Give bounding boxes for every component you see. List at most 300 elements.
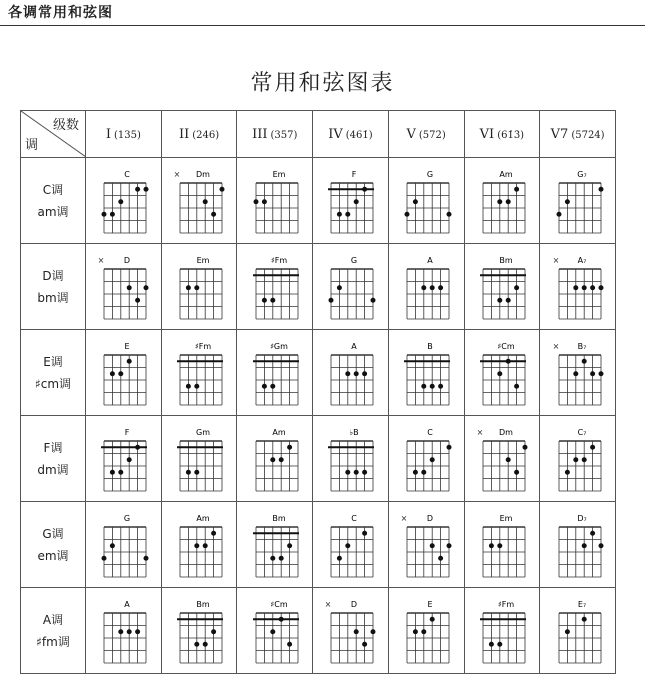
fretboard-grid	[559, 269, 601, 319]
chord-name: A	[351, 341, 358, 351]
finger-dot	[119, 469, 124, 474]
finger-dot	[430, 383, 435, 388]
degree-notes: (461̇)	[345, 129, 373, 141]
page-header: 各调常用和弦图	[8, 5, 113, 21]
chord-name: G	[427, 169, 434, 179]
finger-dot	[363, 641, 368, 646]
finger-dot	[194, 469, 199, 474]
finger-dot	[135, 297, 140, 302]
finger-dot	[194, 543, 199, 548]
chord-cell	[464, 502, 540, 588]
muted-string-mark: ×	[552, 255, 559, 265]
finger-dot	[110, 371, 115, 376]
finger-dot	[203, 199, 208, 204]
fretboard-grid	[407, 613, 449, 663]
key-label-cell	[21, 502, 86, 588]
chord-cell	[540, 502, 616, 588]
chord-diagram	[397, 595, 455, 667]
chord-cell	[540, 416, 616, 502]
fretboard-grid	[104, 613, 146, 663]
finger-dot	[270, 555, 275, 560]
chord-name: Dm	[196, 169, 211, 179]
finger-dot	[354, 371, 359, 376]
finger-dot	[110, 543, 115, 548]
finger-dot	[514, 285, 519, 290]
finger-dot	[573, 457, 578, 462]
finger-dot	[581, 543, 586, 548]
fretboard-grid	[256, 527, 298, 577]
chord-name: E₇	[577, 599, 586, 609]
degree-header-3	[237, 111, 313, 158]
chord-cell	[540, 588, 616, 674]
chord-cell	[464, 588, 540, 674]
chord-cell	[237, 244, 313, 330]
degree-header-6	[464, 111, 540, 158]
major-key-label: E调	[43, 354, 63, 369]
chord-diagram	[473, 423, 531, 495]
fretboard-grid	[256, 613, 298, 663]
finger-dot	[573, 371, 578, 376]
fretboard-grid	[483, 355, 525, 405]
finger-dot	[514, 186, 519, 191]
chord-diagram	[246, 251, 304, 323]
chord-name: C	[124, 169, 131, 179]
finger-dot	[598, 186, 603, 191]
degree-header-4	[313, 111, 389, 158]
chord-name: B	[427, 341, 433, 351]
chord-cell	[388, 416, 464, 502]
chord-name: ♯Fm	[497, 599, 514, 609]
chord-cell	[313, 416, 389, 502]
fretboard-grid	[256, 183, 298, 233]
finger-dot	[194, 641, 199, 646]
fretboard-grid	[180, 183, 222, 233]
finger-dot	[438, 383, 443, 388]
finger-dot	[337, 285, 342, 290]
finger-dot	[346, 371, 351, 376]
chord-name: G₇	[576, 169, 587, 179]
chord-diagram	[94, 337, 152, 409]
finger-dot	[203, 543, 208, 548]
chord-cell	[313, 330, 389, 416]
chord-cell	[86, 158, 162, 244]
finger-dot	[354, 199, 359, 204]
chord-table	[20, 110, 616, 674]
finger-dot	[497, 543, 502, 548]
chord-diagram	[473, 509, 531, 581]
chord-name: E	[427, 599, 433, 609]
degree-notes: (572̇)	[418, 129, 446, 141]
finger-dot	[363, 371, 368, 376]
degree-header-1	[86, 111, 162, 158]
finger-dot	[211, 629, 216, 634]
chord-cell	[464, 416, 540, 502]
chord-cell	[540, 244, 616, 330]
finger-dot	[371, 629, 376, 634]
chord-diagram	[321, 595, 379, 667]
chord-cell	[313, 502, 389, 588]
key-label-cell	[21, 416, 86, 502]
chord-name: Em	[272, 169, 286, 179]
finger-dot	[186, 285, 191, 290]
chord-name: G	[351, 255, 358, 265]
fretboard-grid	[180, 269, 222, 319]
finger-dot	[127, 629, 132, 634]
minor-key-label: ♯cm调	[34, 376, 72, 391]
chord-cell	[237, 330, 313, 416]
finger-dot	[514, 383, 519, 388]
finger-dot	[598, 285, 603, 290]
chord-cell	[161, 416, 237, 502]
finger-dot	[430, 543, 435, 548]
chord-diagram	[94, 509, 152, 581]
chord-cell	[388, 502, 464, 588]
major-key-label: F调	[43, 440, 63, 455]
chord-cell	[237, 416, 313, 502]
finger-dot	[337, 555, 342, 560]
finger-dot	[102, 555, 107, 560]
finger-dot	[287, 444, 292, 449]
finger-dot	[363, 530, 368, 535]
chord-name: Em	[196, 255, 210, 265]
chord-diagram	[321, 509, 379, 581]
chord-name: F	[125, 427, 130, 437]
chord-diagram	[246, 337, 304, 409]
major-key-label: G调	[42, 526, 64, 541]
chord-diagram	[321, 337, 379, 409]
finger-dot	[447, 211, 452, 216]
degree-roman: V	[406, 126, 416, 142]
finger-dot	[262, 199, 267, 204]
chord-cell	[161, 244, 237, 330]
fretboard-grid	[104, 269, 146, 319]
finger-dot	[371, 297, 376, 302]
chord-diagram	[397, 251, 455, 323]
degree-roman: III	[252, 126, 268, 142]
fretboard-grid	[407, 527, 449, 577]
chord-cell	[464, 244, 540, 330]
chord-diagram	[246, 595, 304, 667]
chord-name: D	[351, 599, 358, 609]
degree-roman: IV	[328, 126, 343, 142]
chord-diagram	[549, 423, 607, 495]
muted-string-mark: ×	[97, 255, 105, 265]
chord-name: F	[352, 169, 357, 179]
key-row	[21, 330, 616, 416]
finger-dot	[556, 211, 561, 216]
finger-dot	[186, 469, 191, 474]
finger-dot	[144, 285, 149, 290]
finger-dot	[278, 616, 283, 621]
finger-dot	[598, 543, 603, 548]
finger-dot	[102, 211, 107, 216]
degree-header-row	[21, 111, 616, 158]
chord-diagram	[397, 337, 455, 409]
chord-name: B₇	[577, 341, 586, 351]
key-label-cell	[21, 158, 86, 244]
fretboard-grid	[407, 441, 449, 491]
corner-label-degree: 级数	[52, 118, 79, 133]
chord-diagram	[94, 251, 152, 323]
fretboard-grid	[559, 183, 601, 233]
finger-dot	[262, 383, 267, 388]
chord-diagram	[397, 509, 455, 581]
chord-name: A₇	[577, 255, 586, 265]
finger-dot	[127, 358, 132, 363]
chart-title: 常用和弦图表	[250, 71, 395, 96]
finger-dot	[211, 211, 216, 216]
finger-dot	[119, 371, 124, 376]
chord-name: Am	[499, 169, 513, 179]
major-key-label: A调	[42, 612, 64, 627]
chord-name: A	[124, 599, 131, 609]
chord-name: C	[427, 427, 433, 437]
fretboard-grid	[483, 441, 525, 491]
chord-cell	[237, 588, 313, 674]
chord-cell	[237, 158, 313, 244]
finger-dot	[497, 297, 502, 302]
finger-dot	[127, 285, 132, 290]
chord-diagram	[170, 509, 228, 581]
key-row	[21, 158, 616, 244]
fretboard-grid	[407, 269, 449, 319]
fretboard-grid	[256, 269, 298, 319]
fretboard-grid	[331, 269, 373, 319]
finger-dot	[565, 199, 570, 204]
finger-dot	[497, 199, 502, 204]
minor-key-label: ♯fm调	[36, 634, 70, 649]
finger-dot	[590, 285, 595, 290]
chord-diagram	[170, 251, 228, 323]
chord-name: Gm	[196, 427, 211, 437]
chord-diagram	[549, 165, 607, 237]
finger-dot	[489, 543, 494, 548]
minor-key-label: dm调	[37, 462, 69, 477]
fretboard-grid	[331, 441, 373, 491]
finger-dot	[565, 629, 570, 634]
major-key-label: D调	[42, 268, 64, 283]
finger-dot	[522, 444, 527, 449]
chord-cell	[388, 588, 464, 674]
finger-dot	[413, 629, 418, 634]
chord-diagram	[94, 595, 152, 667]
chord-cell	[464, 158, 540, 244]
finger-dot	[194, 285, 199, 290]
finger-dot	[363, 469, 368, 474]
chord-cell	[464, 330, 540, 416]
finger-dot	[337, 211, 342, 216]
header-rule	[0, 25, 645, 26]
chord-cell	[388, 330, 464, 416]
fretboard-grid	[180, 441, 222, 491]
chord-cell	[161, 588, 237, 674]
chord-name: Dm	[498, 427, 513, 437]
finger-dot	[211, 530, 216, 535]
chord-diagram	[94, 165, 152, 237]
finger-dot	[421, 285, 426, 290]
fretboard-grid	[483, 527, 525, 577]
chord-cell	[86, 244, 162, 330]
finger-dot	[413, 199, 418, 204]
corner-label-key: 调	[25, 138, 39, 153]
chord-cell	[86, 330, 162, 416]
muted-string-mark: ×	[400, 513, 408, 523]
finger-dot	[144, 186, 149, 191]
finger-dot	[270, 457, 275, 462]
chord-cell	[540, 330, 616, 416]
finger-dot	[581, 457, 586, 462]
finger-dot	[430, 616, 435, 621]
chord-name: Bm	[499, 255, 513, 265]
chord-diagram	[397, 165, 455, 237]
chord-name: A	[427, 255, 433, 265]
finger-dot	[270, 629, 275, 634]
finger-dot	[506, 297, 511, 302]
finger-dot	[581, 358, 586, 363]
key-label-cell	[21, 588, 86, 674]
finger-dot	[278, 457, 283, 462]
chord-diagram	[473, 337, 531, 409]
finger-dot	[421, 469, 426, 474]
finger-dot	[144, 555, 149, 560]
finger-dot	[346, 211, 351, 216]
chord-name: Em	[499, 513, 513, 523]
chord-name: ♯Cm	[270, 599, 288, 609]
fretboard-grid	[483, 269, 525, 319]
finger-dot	[590, 444, 595, 449]
finger-dot	[203, 641, 208, 646]
chord-diagram	[170, 423, 228, 495]
degree-roman: II	[178, 126, 190, 142]
finger-dot	[413, 469, 418, 474]
chord-diagram	[397, 423, 455, 495]
finger-dot	[194, 383, 199, 388]
chord-diagram	[246, 423, 304, 495]
fretboard-grid	[407, 183, 449, 233]
finger-dot	[287, 641, 292, 646]
finger-dot	[590, 530, 595, 535]
finger-dot	[119, 199, 124, 204]
finger-dot	[565, 469, 570, 474]
degree-notes: (357)	[270, 129, 298, 141]
chord-name: D₇	[576, 513, 587, 523]
finger-dot	[287, 543, 292, 548]
chord-diagram	[246, 509, 304, 581]
degree-notes: (135)	[113, 129, 141, 141]
minor-key-label: em调	[37, 548, 69, 563]
fretboard-grid	[559, 613, 601, 663]
muted-string-mark: ×	[325, 599, 332, 609]
chord-diagram	[170, 337, 228, 409]
chord-name: E	[124, 341, 130, 351]
fretboard-grid	[331, 355, 373, 405]
finger-dot	[135, 186, 140, 191]
finger-dot	[354, 469, 359, 474]
key-label-cell	[21, 244, 86, 330]
degree-header-2	[161, 111, 237, 158]
chord-name: Bm	[272, 513, 286, 523]
chord-name: G	[124, 513, 131, 523]
chord-diagram	[170, 595, 228, 667]
finger-dot	[430, 285, 435, 290]
finger-dot	[220, 186, 225, 191]
finger-dot	[438, 555, 443, 560]
chord-diagram	[246, 165, 304, 237]
chord-name: ♯Gm	[269, 341, 288, 351]
finger-dot	[421, 629, 426, 634]
finger-dot	[590, 371, 595, 376]
finger-dot	[346, 469, 351, 474]
finger-dot	[135, 444, 140, 449]
finger-dot	[489, 641, 494, 646]
finger-dot	[253, 199, 258, 204]
finger-dot	[354, 629, 359, 634]
key-row	[21, 416, 616, 502]
finger-dot	[405, 211, 410, 216]
major-key-label: C调	[42, 182, 64, 197]
chord-cell	[86, 416, 162, 502]
finger-dot	[329, 297, 334, 302]
finger-dot	[270, 383, 275, 388]
chord-name: ♭B	[349, 427, 360, 437]
degree-roman: V7	[550, 126, 569, 142]
chord-name: D	[124, 255, 131, 265]
chord-name: Am	[196, 513, 210, 523]
chord-diagram	[321, 423, 379, 495]
chord-diagram	[473, 595, 531, 667]
chord-cell	[237, 502, 313, 588]
key-label-cell	[21, 330, 86, 416]
chord-diagram	[549, 251, 607, 323]
finger-dot	[270, 297, 275, 302]
chord-cell	[313, 158, 389, 244]
chord-name: ♯Cm	[497, 341, 515, 351]
fretboard-grid	[180, 613, 222, 663]
fretboard-grid	[256, 355, 298, 405]
finger-dot	[581, 285, 586, 290]
finger-dot	[514, 469, 519, 474]
finger-dot	[346, 543, 351, 548]
finger-dot	[421, 383, 426, 388]
minor-key-label: am调	[37, 204, 69, 219]
muted-string-mark: ×	[552, 341, 559, 351]
chord-name: C₇	[577, 427, 587, 437]
chord-diagram	[473, 251, 531, 323]
key-row	[21, 588, 616, 674]
key-row	[21, 502, 616, 588]
chord-cell	[388, 158, 464, 244]
finger-dot	[430, 457, 435, 462]
chord-cell	[388, 244, 464, 330]
chord-cell	[313, 588, 389, 674]
fretboard-grid	[104, 527, 146, 577]
chord-diagram	[549, 509, 607, 581]
chord-name: D	[427, 513, 434, 523]
degree-header-5	[388, 111, 464, 158]
finger-dot	[598, 371, 603, 376]
finger-dot	[506, 358, 511, 363]
chord-name: Bm	[196, 599, 210, 609]
finger-dot	[110, 211, 115, 216]
degree-roman: VI	[479, 126, 495, 142]
finger-dot	[186, 383, 191, 388]
chord-diagram	[170, 165, 228, 237]
chord-cell	[86, 588, 162, 674]
finger-dot	[110, 469, 115, 474]
finger-dot	[581, 616, 586, 621]
muted-string-mark: ×	[476, 427, 484, 437]
finger-dot	[262, 297, 267, 302]
